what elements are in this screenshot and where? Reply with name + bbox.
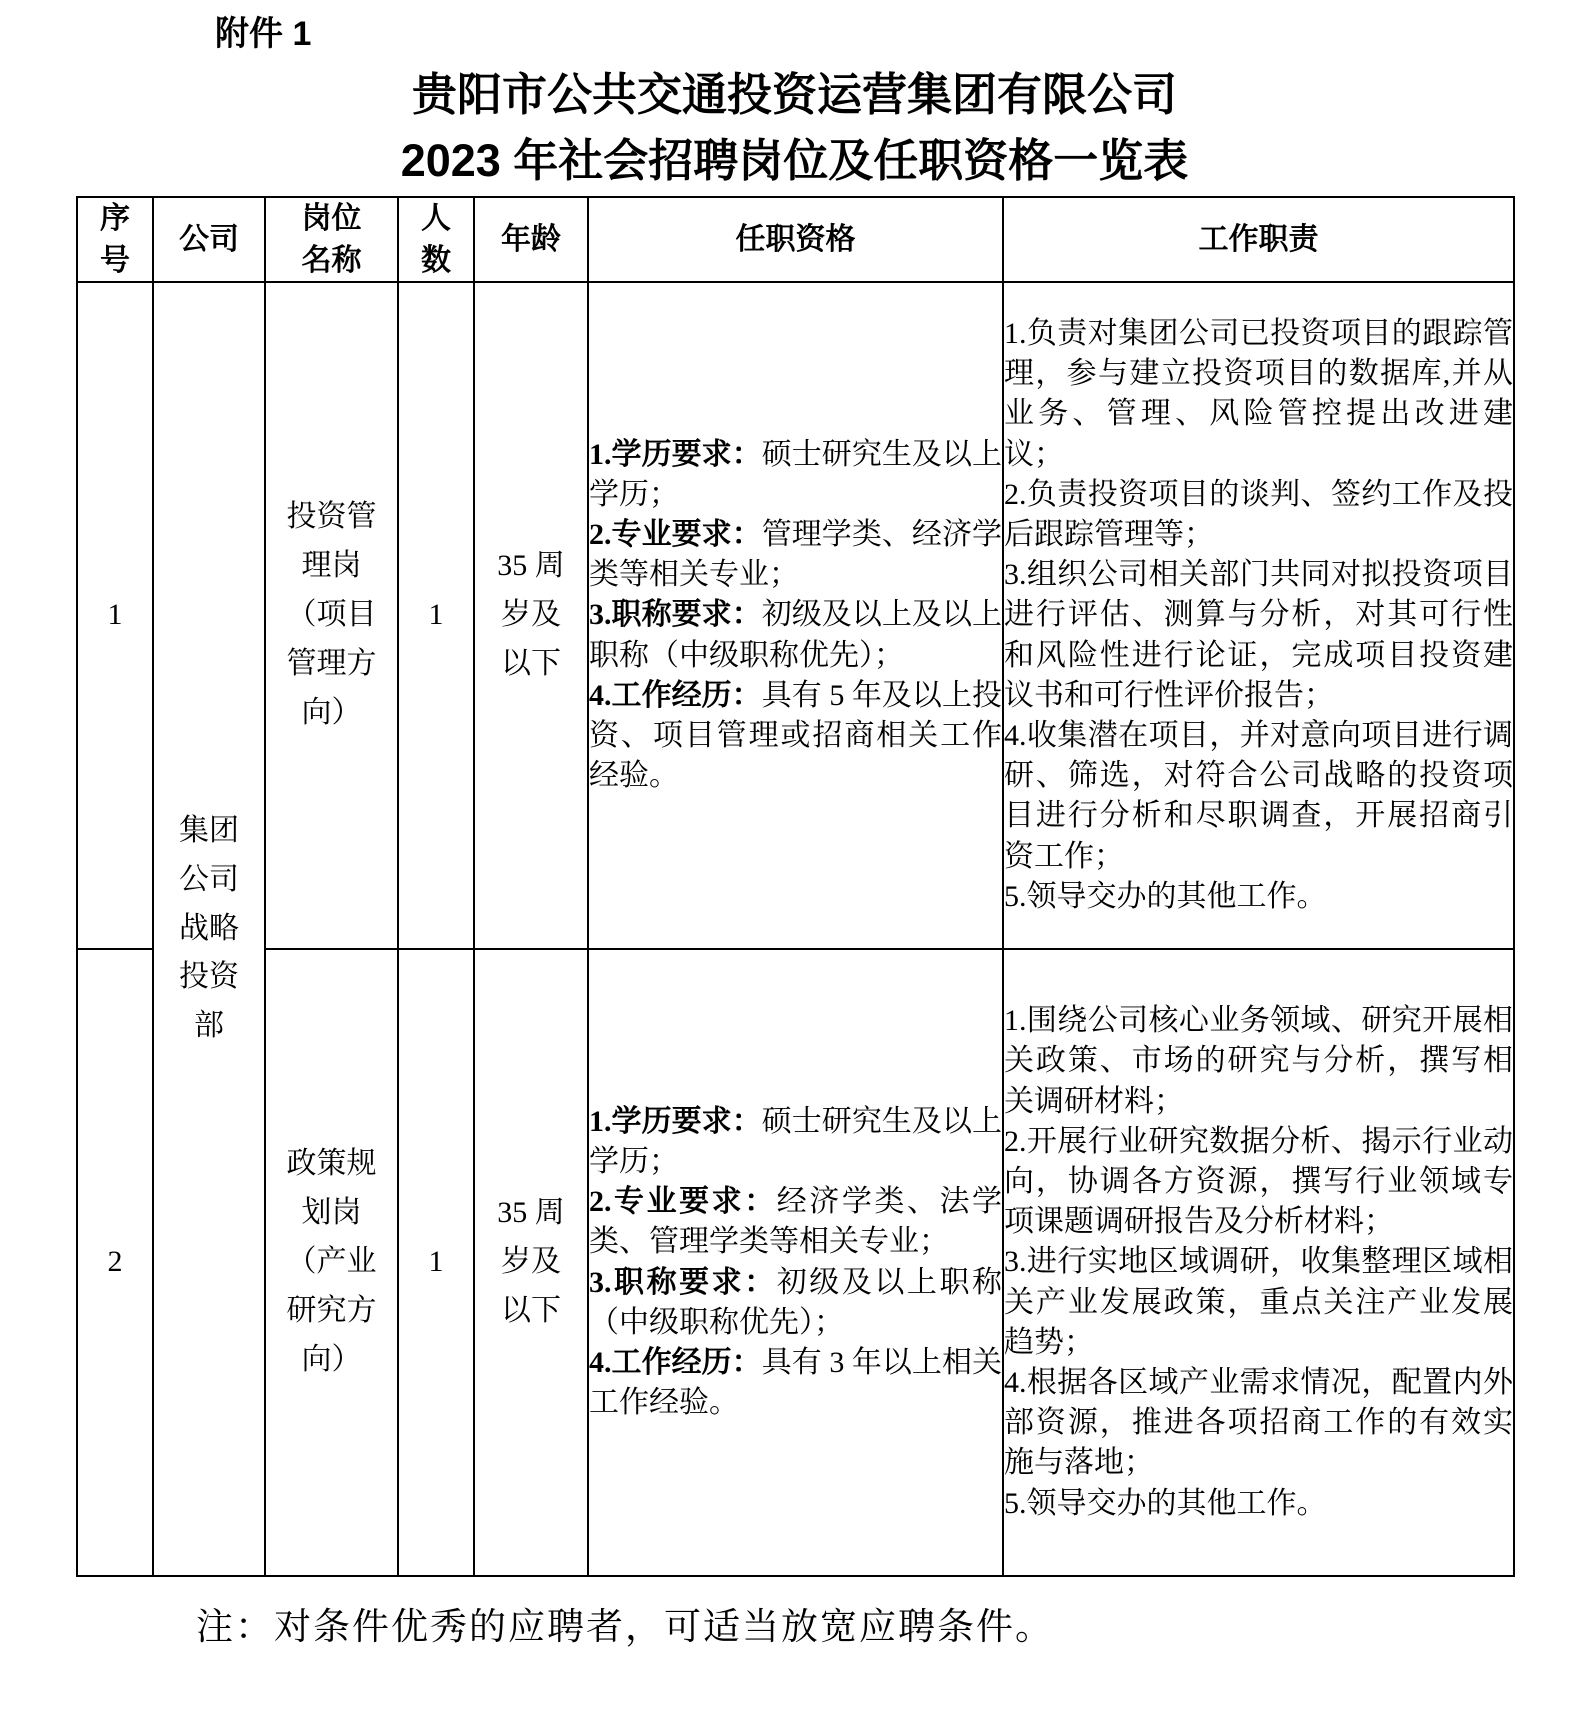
duty-item: 4.收集潜在项目，并对意向项目进行调研、筛选，对符合公司战略的投资项目进行分析和尽职调查，开展招商引资工作； bbox=[1004, 718, 1513, 873]
qualification-item bbox=[589, 515, 1002, 595]
duty-item: 3.进行实地区域调研，收集整理区域相关产业发展政策，重点关注产业发展趋势； bbox=[1004, 1245, 1513, 1359]
duty-item: 2.负责投资项目的谈判、签约工作及投后跟踪管理等； bbox=[1004, 477, 1513, 552]
row1-headcount: 1 bbox=[428, 598, 444, 632]
row2-duties-cell bbox=[1003, 949, 1514, 1576]
col-header-duties bbox=[1003, 197, 1514, 282]
document-title bbox=[76, 62, 1513, 194]
qualification-label: 1.学历要求： bbox=[589, 437, 762, 471]
table-header-row bbox=[77, 197, 1514, 282]
qualification-text: 管理学类、经济学类等相关专业； bbox=[589, 518, 1003, 592]
row2-headcount: 1 bbox=[428, 1245, 444, 1279]
col-header-age-label: 年龄 bbox=[501, 222, 561, 256]
qualification-item bbox=[589, 595, 1002, 675]
qualification-text: 具有 5 年及以上投资、项目管理或招商相关工作经验。 bbox=[589, 678, 1003, 793]
col-header-position-label: 岗位名称 bbox=[301, 202, 362, 277]
row1-qualifications-cell bbox=[588, 282, 1003, 949]
col-header-headcount-label: 人数 bbox=[421, 202, 451, 277]
col-header-headcount bbox=[398, 197, 474, 282]
col-header-company-label: 公司 bbox=[179, 222, 239, 256]
company-name: 集团公司战略投资部 bbox=[179, 813, 239, 1043]
row2-index: 2 bbox=[107, 1245, 123, 1279]
duty-item: 1.负责对集团公司已投资项目的跟踪管理，参与建立投资项目的数据库,并从业务、管理、风险管控提出改进建议； bbox=[1004, 317, 1513, 471]
qualification-item bbox=[589, 676, 1002, 797]
qualification-item bbox=[589, 1343, 1002, 1423]
row2-age: 35 周岁及以下 bbox=[497, 1196, 565, 1327]
duty-item: 2.开展行业研究数据分析、揭示行业动向，协调各方资源，撰写行业领域专项课题调研报告及分析材料； bbox=[1004, 1124, 1513, 1239]
col-header-index bbox=[77, 197, 153, 282]
footnote: 注：对条件优秀的应聘者，可适当放宽应聘条件。 bbox=[196, 1607, 1054, 1648]
row1-age: 35 周岁及以下 bbox=[497, 549, 565, 680]
qualification-item bbox=[589, 1182, 1002, 1262]
qualification-text: 初级及以上职称（中级职称优先）； bbox=[589, 1265, 1002, 1339]
qualification-label: 2.专业要求： bbox=[589, 518, 762, 552]
row1-position: 投资管理岗（项目管理方向） bbox=[286, 500, 377, 729]
col-header-index-label: 序号 bbox=[100, 202, 130, 277]
qualification-text: 初级及以上及以上职称（中级职称优先）； bbox=[589, 598, 1003, 672]
qualification-item bbox=[589, 1102, 1002, 1182]
company-cell bbox=[153, 282, 265, 1576]
row1-duties-cell bbox=[1003, 282, 1514, 949]
table-row-1 bbox=[77, 282, 1514, 949]
col-header-qualifications-label: 任职资格 bbox=[735, 222, 856, 256]
row1-headcount-cell bbox=[398, 282, 474, 949]
row2-age-cell bbox=[474, 949, 588, 1576]
row2-position: 政策规划岗（产业研究方向） bbox=[286, 1147, 377, 1376]
duty-item: 3.组织公司相关部门共同对拟投资项目进行评估、测算与分析，对其可行性和风险性进行论证，完成项目投资建议书和可行性评价报告； bbox=[1004, 558, 1513, 712]
row1-position-cell bbox=[265, 282, 398, 949]
document-title-line1: 贵阳市公共交通投资运营集团有限公司 bbox=[411, 69, 1177, 120]
qualification-label: 4.工作经历： bbox=[589, 1345, 762, 1379]
row2-headcount-cell bbox=[398, 949, 474, 1576]
row2-position-cell bbox=[265, 949, 398, 1576]
qualification-label: 2.专业要求： bbox=[589, 1185, 777, 1219]
duty-item: 5.领导交办的其他工作。 bbox=[1004, 1486, 1327, 1520]
qualification-item bbox=[589, 1263, 1002, 1343]
row1-index-cell bbox=[77, 282, 153, 949]
qualification-label: 1.学历要求： bbox=[589, 1104, 762, 1138]
col-header-duties-label: 工作职责 bbox=[1198, 222, 1319, 256]
table-row-2 bbox=[77, 949, 1514, 1576]
row2-index-cell bbox=[77, 949, 153, 1576]
qualification-text: 具有 3 年以上相关工作经验。 bbox=[589, 1345, 1003, 1420]
qualification-text: 经济学类、法学类、管理学类等相关专业； bbox=[589, 1185, 1002, 1259]
row1-index: 1 bbox=[107, 598, 123, 632]
qualification-label: 4.工作经历： bbox=[589, 678, 762, 712]
duty-item: 5.领导交办的其他工作。 bbox=[1004, 879, 1327, 913]
attachment-label: 附件 1 bbox=[215, 15, 312, 53]
qualification-label: 3.职称要求： bbox=[589, 1265, 777, 1299]
col-header-position bbox=[265, 197, 398, 282]
duty-item: 4.根据各区域产业需求情况，配置内外部资源，推进各项招商工作的有效实施与落地； bbox=[1004, 1365, 1513, 1480]
recruitment-table bbox=[76, 196, 1515, 1577]
duty-item: 1.围绕公司核心业务领域、研究开展相关政策、市场的研究与分析，撰写相关调研材料； bbox=[1004, 1004, 1513, 1118]
qualification-text: 硕士研究生及以上学历； bbox=[589, 1104, 1003, 1178]
qualification-label: 3.职称要求： bbox=[589, 598, 762, 632]
col-header-qualifications bbox=[588, 197, 1003, 282]
col-header-company bbox=[153, 197, 265, 282]
qualification-text: 硕士研究生及以上学历； bbox=[589, 437, 1003, 511]
qualification-item bbox=[589, 435, 1002, 515]
row2-qualifications-cell bbox=[588, 949, 1003, 1576]
col-header-age bbox=[474, 197, 588, 282]
row1-age-cell bbox=[474, 282, 588, 949]
document-title-line2: 2023 年社会招聘岗位及任职资格一览表 bbox=[400, 135, 1189, 187]
